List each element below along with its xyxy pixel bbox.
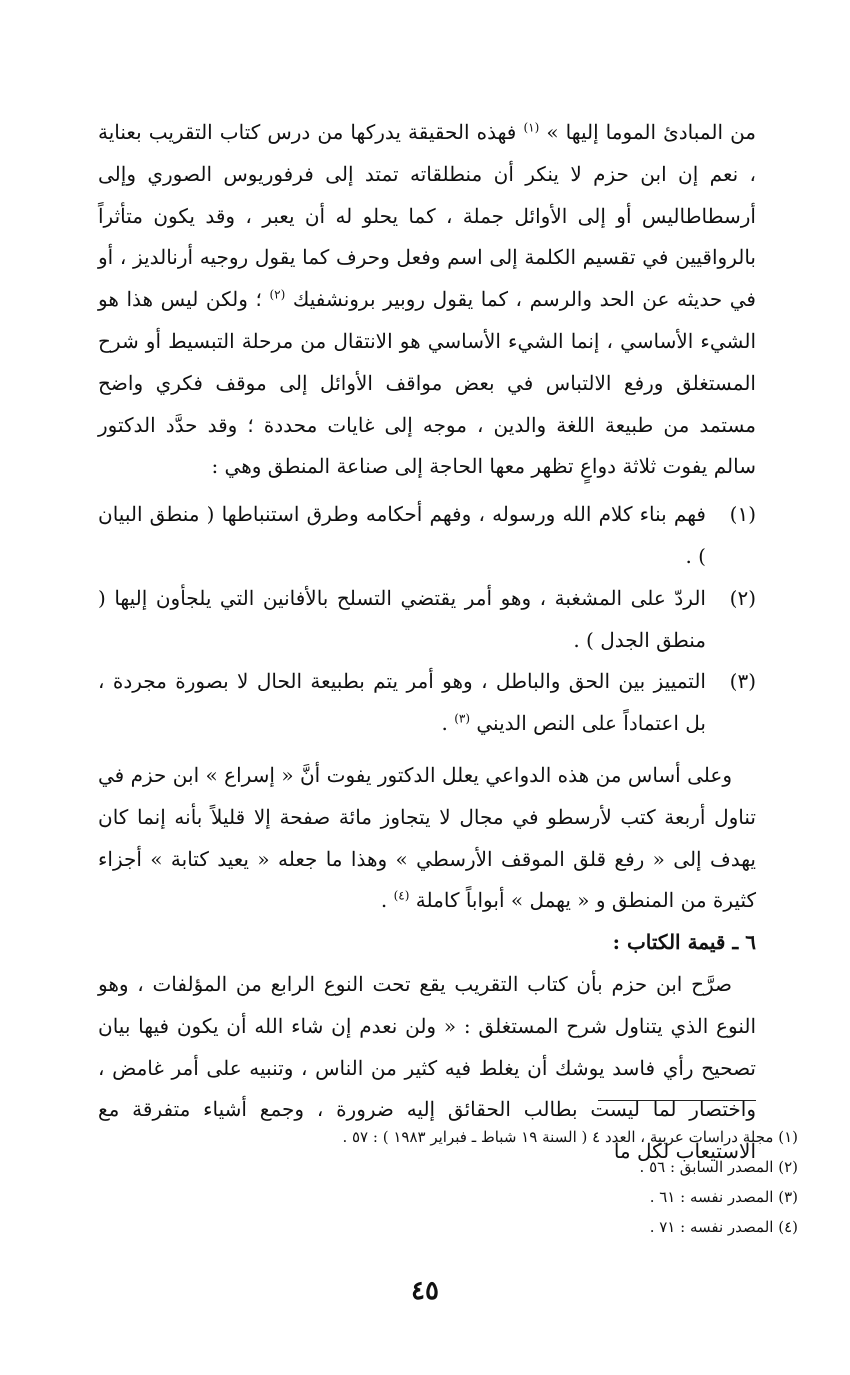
page-number: ٤٥ (411, 1276, 439, 1306)
paragraph-2 (98, 755, 756, 922)
list-item-text: فهم بناء كلام الله ورسوله ، وفهم أحكامه وطرق استنباطها ( منطق البيان ) . (98, 502, 706, 568)
footnote-ref-3: (٣) (454, 711, 471, 726)
footnote: (١) مجلة دراسات عربية ، العدد ٤ ( السنة ١٩ شباط ـ فبراير ١٩٨٣ ) : ٥٧ . (342, 1128, 798, 1146)
section-heading: ٦ ـ قيمة الكتاب : (612, 930, 756, 955)
paragraph-1 (98, 112, 756, 488)
reasons-list (98, 494, 756, 745)
paragraph-3: صرَّح ابن حزم بأن كتاب التقريب يقع تحت النوع الرابع من المؤلفات ، وهو النوع الذي يتناول شرح المستغلق : « ولن نعدم إن شاء الله أن يكون فيها بيان تصحيح رأي فاسد يوشك أن يغلط فيه كثير من الناس ، وتنبيه على أمر غامض ، واختصار لما ليست بطالب الحقائق إليه ضرورة ، وجمع أشياء متفرقة مع الاستيعاب لكل ما (98, 971, 756, 1164)
footnote: (٢) المصدر السابق : ٥٦ . (639, 1158, 798, 1176)
list-item (98, 661, 756, 745)
footnote-ref-2: (٢) (269, 287, 286, 302)
list-item-text-end: . (441, 711, 455, 736)
list-item-number: (١) (729, 502, 756, 527)
paragraph-2-text-end: . (380, 888, 394, 913)
paragraph-1-text-cont: فهذه الحقيقة يدركها من درس كتاب التقريب بعناية ، نعم إن ابن حزم لا ينكر أن منطلقاته تمتد إلى فرفوريوس الصوري وإلى أرسطاطاليس أو إلى الأوائل جملة ، كما يحلو له أن يعبر ، وقد يكون متأثراً بالرواقيين في تقسيم الكلمة إلى اسم وفعل وحرف كما يقول روجيه أرنالديز ، أو في حديثه عن الحد والرسم ، كما يقول روبير برونشفيك (98, 120, 756, 312)
paragraph-2-text: وعلى أساس من هذه الدواعي يعلل الدكتور يفوت أنَّ « إسراع » ابن حزم في تناول أربعة كتب لأرسطو في مجال لا يتجاوز مائة صفحة إلا قليلاً بأنه إنما كان يهدف إلى « رفع قلق الموقف الأرسطي » وهذا ما جعله « يعيد كتابة » أجزاء كثيرة من المنطق و « يهمل » أبواباً كاملة (98, 762, 756, 913)
footnote: (٤) المصدر نفسه : ٧١ . (649, 1218, 798, 1236)
footnotes (98, 1122, 798, 1242)
list-item-text: التمييز بين الحق والباطل ، وهو أمر يتم بطبيعة الحال لا بصورة مجردة ، بل اعتماداً على النص الديني (98, 669, 706, 736)
list-item (98, 578, 756, 662)
list-item (98, 494, 756, 578)
main-text (98, 112, 756, 1173)
list-item-text: الردّ على المشغبة ، وهو أمر يقتضي التسلح بالأفانين التي يلجأون إليها ( منطق الجدل ) . (98, 585, 706, 652)
list-item-number: (٢) (729, 585, 756, 610)
footnote: (٣) المصدر نفسه : ٦١ . (649, 1188, 798, 1206)
footnote-ref-1: (١) (523, 120, 540, 135)
footnote-ref-4: (٤) (393, 888, 410, 903)
paragraph-1-text: من المبادئ الموما إليها » (539, 120, 757, 144)
list-item-number: (٣) (729, 669, 756, 694)
paragraph-1-text-end: ؛ ولكن ليس هذا هو الشيء الأساسي ، إنما الشيء الأساسي هو الانتقال من مرحلة التبسيط أو شرح المستغلق ورفع الالتباس في بعض مواقف الأوائل إلى موقف فكري واضح مستمد من طبيعة اللغة والدين ، موجه إلى غايات محددة ؛ وقد حدَّد الدكتور سالم يفوت ثلاثة دواعٍ تظهر معها الحاجة إلى صناعة المنطق وهي : (98, 287, 756, 479)
list-item-text-wrap (98, 661, 706, 745)
footnote-separator (598, 1100, 756, 1101)
